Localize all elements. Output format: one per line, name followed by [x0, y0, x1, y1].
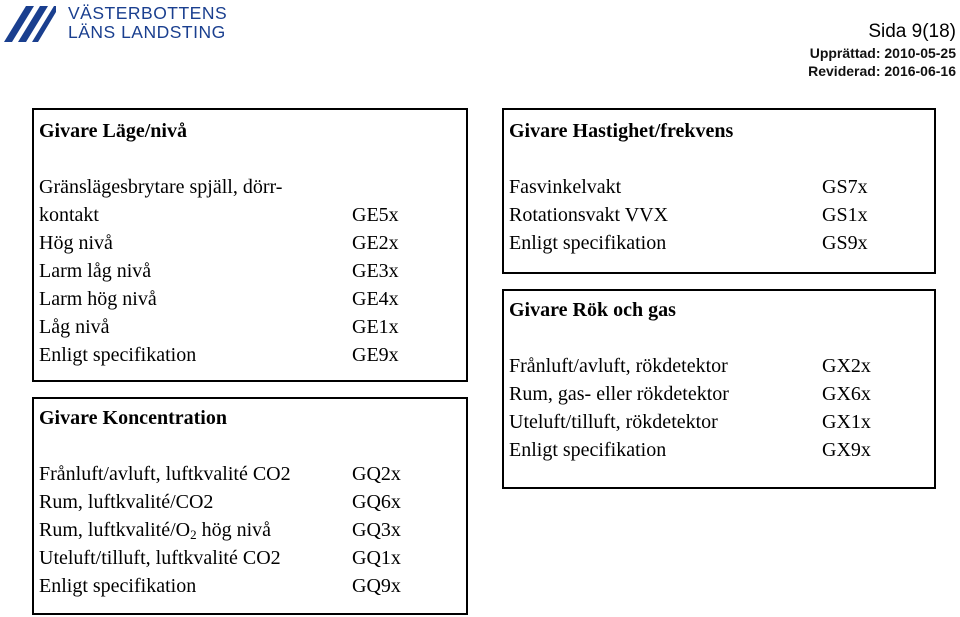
speed-frequency-box: [502, 108, 936, 274]
item-label: Enligt specifikation: [39, 344, 197, 366]
item-label: Larm låg nivå: [39, 260, 152, 282]
item-label: Fasvinkelvakt: [509, 176, 622, 198]
revised-date: Reviderad: 2016-06-16: [808, 63, 956, 79]
item-label-rest: hög nivå: [196, 519, 272, 541]
item-code: GE5x: [352, 204, 399, 226]
list-item: [39, 204, 466, 232]
item-label: Enligt specifikation: [509, 232, 667, 254]
document-header-info: [808, 20, 956, 80]
list-item: [39, 232, 466, 260]
item-label: Rum, gas- eller rökdetektor: [509, 383, 729, 405]
item-label: Uteluft/tilluft, luftkvalité CO2: [39, 547, 281, 569]
box-title: Givare Läge/nivå: [39, 120, 187, 142]
item-code: GX6x: [822, 383, 871, 405]
item-label: Gränslägesbrytare spjäll, dörr-: [39, 176, 283, 198]
box-title: Givare Rök och gas: [509, 299, 676, 321]
item-label: Rotationsvakt VVX: [509, 204, 669, 226]
list-item: [509, 232, 934, 260]
list-item: [39, 316, 466, 344]
position-level-box: [32, 108, 468, 382]
logo: [4, 4, 244, 44]
item-label: Enligt specifikation: [509, 439, 667, 461]
list-item: [39, 519, 466, 547]
item-code: GE9x: [352, 344, 399, 366]
item-code: GQ9x: [352, 575, 401, 597]
item-label: Frånluft/avluft, rökdetektor: [509, 355, 728, 377]
list-item: [509, 355, 934, 383]
list-item: [509, 439, 934, 467]
logo-line-1: VÄSTERBOTTENS: [68, 3, 228, 23]
item-code: GS7x: [822, 176, 868, 198]
item-code: GE3x: [352, 260, 399, 282]
page-number: Sida 9(18): [868, 21, 956, 42]
item-code: GX2x: [822, 355, 871, 377]
logo-line-2: LÄNS LANDSTING: [68, 22, 226, 42]
item-label: Uteluft/tilluft, rökdetektor: [509, 411, 718, 433]
county-logo-icon: [4, 6, 56, 42]
item-label: Enligt specifikation: [39, 575, 197, 597]
item-label: Rum, luftkvalité/CO2: [39, 491, 214, 513]
item-code: GQ2x: [352, 463, 401, 485]
item-code: GE2x: [352, 232, 399, 254]
list-item: [509, 411, 934, 439]
item-code: GS9x: [822, 232, 868, 254]
item-label: kontakt: [39, 204, 99, 226]
list-item: [39, 491, 466, 519]
item-label: Hög nivå: [39, 232, 113, 254]
item-code: GE1x: [352, 316, 399, 338]
list-item: [509, 383, 934, 411]
subscript: 2: [190, 527, 197, 542]
item-code: GQ1x: [352, 547, 401, 569]
item-label: [39, 519, 271, 543]
list-item: [39, 176, 466, 204]
box-title: Givare Hastighet/frekvens: [509, 120, 734, 142]
list-item: [509, 204, 934, 232]
item-code: GX9x: [822, 439, 871, 461]
logo-text: [68, 4, 227, 42]
list-item: [39, 344, 466, 372]
list-item: [39, 575, 466, 603]
list-item: [39, 260, 466, 288]
item-code: GQ3x: [352, 519, 401, 541]
smoke-gas-box: [502, 289, 936, 489]
concentration-box: [32, 397, 468, 615]
list-item: [39, 547, 466, 575]
list-item: [39, 288, 466, 316]
item-code: GE4x: [352, 288, 399, 310]
item-code: GQ6x: [352, 491, 401, 513]
item-label: Larm hög nivå: [39, 288, 157, 310]
item-code: GX1x: [822, 411, 871, 433]
list-item: [509, 176, 934, 204]
created-date: Upprättad: 2010-05-25: [809, 45, 956, 61]
box-title: Givare Koncentration: [39, 407, 227, 429]
item-label-main: Rum, luftkvalité/O: [39, 519, 191, 541]
item-label: Låg nivå: [39, 316, 110, 338]
item-code: GS1x: [822, 204, 868, 226]
list-item: [39, 463, 466, 491]
item-label: Frånluft/avluft, luftkvalité CO2: [39, 463, 291, 485]
